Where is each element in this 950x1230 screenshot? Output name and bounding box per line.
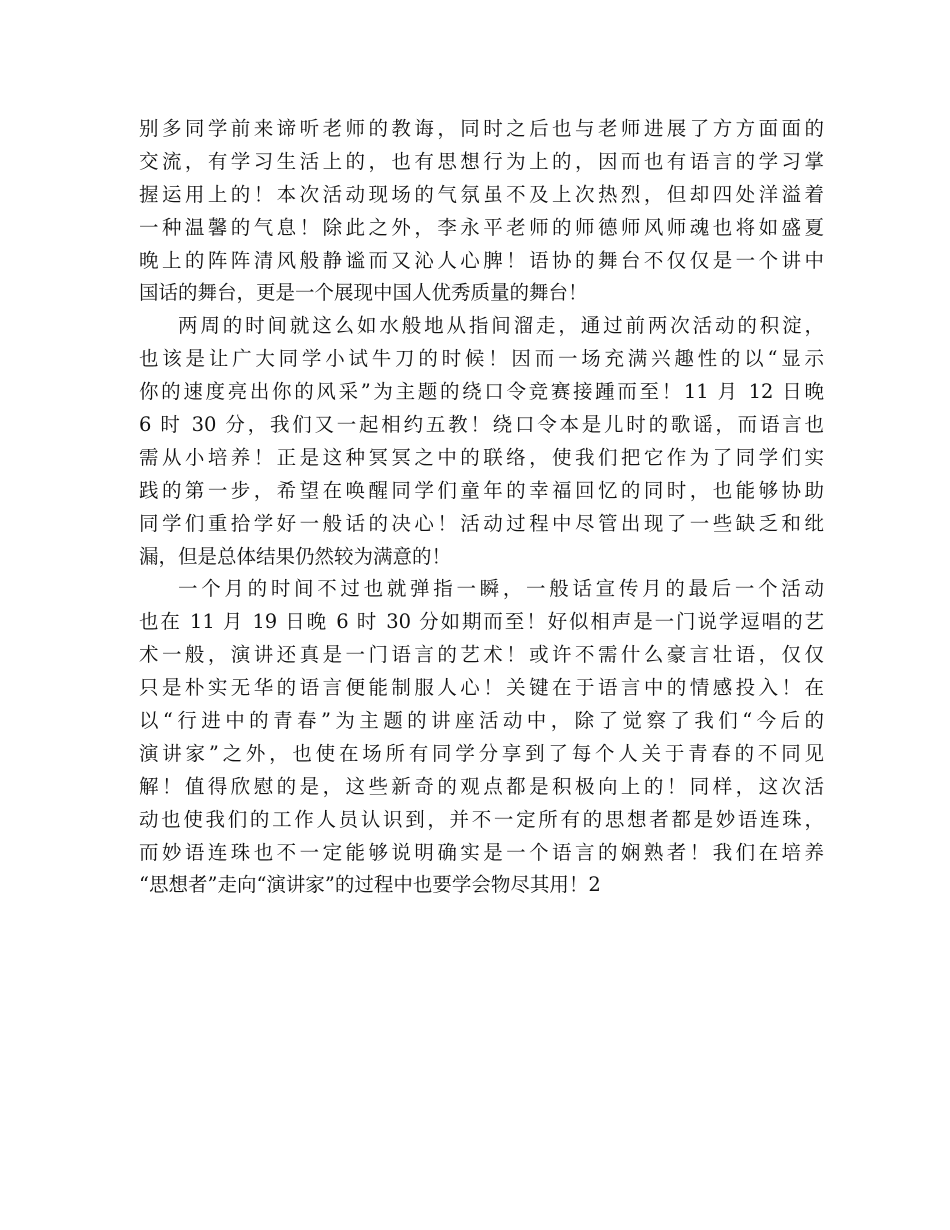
- text-line: 握运用上的！本次活动现场的气氛虽不及上次热烈，但却四处洋溢着: [139, 182, 824, 206]
- text-line: 两周的时间就这么如水般地从指间溜走，通过前两次活动的积淀，: [178, 314, 824, 338]
- text-line: 6 时 30 分，我们又一起相约五教！绕口令本是儿时的歌谣，而语言也: [139, 413, 824, 437]
- document-body: [139, 113, 824, 902]
- text-line: 也在 11 月 19 日晚 6 时 30 分如期而至！好似相声是一门说学逗唱的艺: [139, 610, 824, 634]
- text-line: 你的速度亮出你的风采”为主题的绕口令竞赛接踵而至！11 月 12 日晚: [139, 380, 824, 404]
- text-line: 只是朴实无华的语言便能制服人心！关键在于语言中的情感投入！在: [139, 676, 824, 700]
- text-line: 国话的舞台，更是一个展现中国人优秀质量的舞台！: [139, 281, 588, 305]
- paragraph: [139, 310, 824, 573]
- text-line: 需从小培养！正是这种冥冥之中的联络，使我们把它作为了同学们实: [139, 445, 824, 469]
- text-line: 别多同学前来谛听老师的教诲，同时之后也与老师进展了方方面面的: [139, 117, 824, 140]
- paragraph: [139, 573, 824, 902]
- text-line: 演讲家”之外，也使在场所有同学分享到了每个人关于青春的不同见: [139, 741, 824, 765]
- text-line: 一个月的时间不过也就弹指一瞬，一般话宣传月的最后一个活动: [178, 577, 824, 601]
- text-line: 动也使我们的工作人员认识到，并不一定所有的思想者都是妙语连珠，: [139, 807, 824, 831]
- text-line: 也该是让广大同学小试牛刀的时候！因而一场充满兴趣性的以“显示: [139, 347, 824, 371]
- text-line: 同学们重拾学好一般话的决心！活动过程中尽管出现了一些缺乏和纰: [139, 511, 824, 535]
- text-line: 交流，有学习生活上的，也有思想行为上的，因而也有语言的学习掌: [139, 149, 824, 173]
- text-line: 一种温馨的气息！除此之外，李永平老师的师德师风师魂也将如盛夏: [139, 215, 824, 239]
- text-line: 践的第一步，希望在唤醒同学们童年的幸福回忆的同时，也能够协助: [139, 478, 824, 502]
- text-line: 漏，但是总体结果仍然较为满意的！: [139, 544, 452, 568]
- text-line: 解！值得欣慰的是，这些新奇的观点都是积极向上的！同样，这次活: [139, 774, 824, 798]
- text-line: 术一般，演讲还真是一门语言的艺术！或许不需什么豪言壮语，仅仅: [139, 643, 824, 667]
- paragraph: [139, 113, 824, 310]
- text-line: “思想者”走向“演讲家”的过程中也要学会物尽其用！2: [139, 873, 601, 897]
- text-line: 而妙语连珠也不一定能够说明确实是一个语言的娴熟者！我们在培养: [139, 840, 824, 864]
- text-line: 以“行进中的青春”为主题的讲座活动中，除了觉察了我们“今后的: [139, 709, 824, 733]
- text-line: 晚上的阵阵清风般静谧而又沁人心脾！语协的舞台不仅仅是一个讲中: [139, 248, 824, 272]
